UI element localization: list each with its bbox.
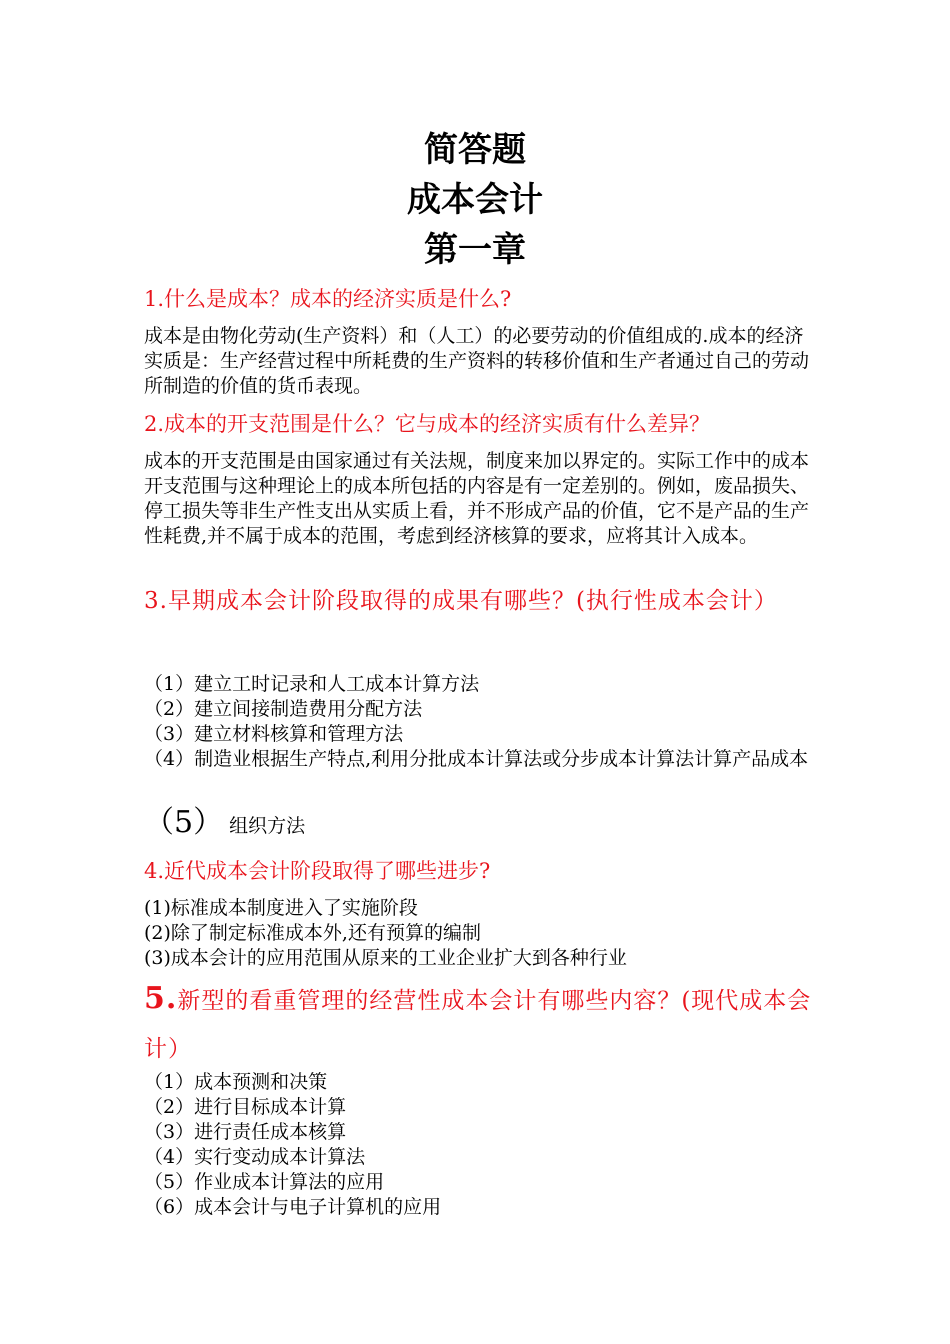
q3-item-1: （1）建立工时记录和人工成本计算方法 [144, 673, 480, 695]
q5-item-6: （6）成本会计与电子计算机的应用 [144, 1196, 442, 1218]
q3-item-3: （3）建立材料核算和管理方法 [144, 723, 404, 745]
q5-item-5: （5）作业成本计算法的应用 [144, 1171, 385, 1193]
q3-item-2: （2）建立间接制造费用分配方法 [144, 698, 423, 720]
q5-item-2: （2）进行目标成本计算 [144, 1096, 347, 1118]
question-4: 4.近代成本会计阶段取得了哪些进步? [144, 859, 491, 883]
question-1: 1.什么是成本？成本的经济实质是什么? [144, 287, 512, 311]
q3-item-5 [144, 806, 305, 843]
heading-short-answer: 简答题 [424, 130, 526, 170]
q4-item-1: (1)标准成本制度进入了实施阶段 [144, 897, 418, 919]
question-5 [144, 975, 814, 1073]
q3-item-4: （4）制造业根据生产特点,利用分批成本计算法或分步成本计算法计算产品成本 [144, 748, 809, 770]
question-2: 2.成本的开支范围是什么？它与成本的经济实质有什么差异？ [144, 412, 711, 436]
q5-item-4: （4）实行变动成本计算法 [144, 1146, 366, 1168]
q4-item-2: (2)除了制定标准成本外,还有预算的编制 [144, 922, 481, 944]
q4-item-3: (3)成本会计的应用范围从原来的工业企业扩大到各种行业 [144, 947, 627, 969]
heading-cost-accounting: 成本会计 [407, 180, 543, 220]
question-3: 3.早期成本会计阶段取得的成果有哪些？(执行性成本会计） [144, 588, 778, 614]
q3-item-5-text: 组织方法 [229, 815, 306, 837]
q5-item-1: （1）成本预测和决策 [144, 1071, 328, 1093]
q5-item-3: （3）进行责任成本核算 [144, 1121, 347, 1143]
question-5-number: 5. [144, 981, 178, 1016]
question-5-text: 新型的看重管理的经营性成本会计有哪些内容？(现代成本会计） [144, 988, 812, 1062]
answer-2: 成本的开支范围是由国家通过有关法规，制度来加以界定的。实际工作中的成本开支范围与这种理论上的成本所包括的内容是有一定差别的。例如，废品损失、停工损失等非生产性支出从实质上看，并不形成产品的价值，它不是产品的生产性耗费,并不属于成本的范围，考虑到经济核算的要求，应将其计入成本。 [144, 450, 810, 547]
answer-1: 成本是由物化劳动(生产资料）和（人工）的必要劳动的价值组成的.成本的经济实质是：生产经营过程中所耗费的生产资料的转移价值和生产者通过自己的劳动所制造的价值的货币表现。 [144, 325, 810, 397]
heading-chapter-one: 第一章 [424, 230, 526, 270]
q3-item-5-number: （5） [144, 805, 224, 840]
